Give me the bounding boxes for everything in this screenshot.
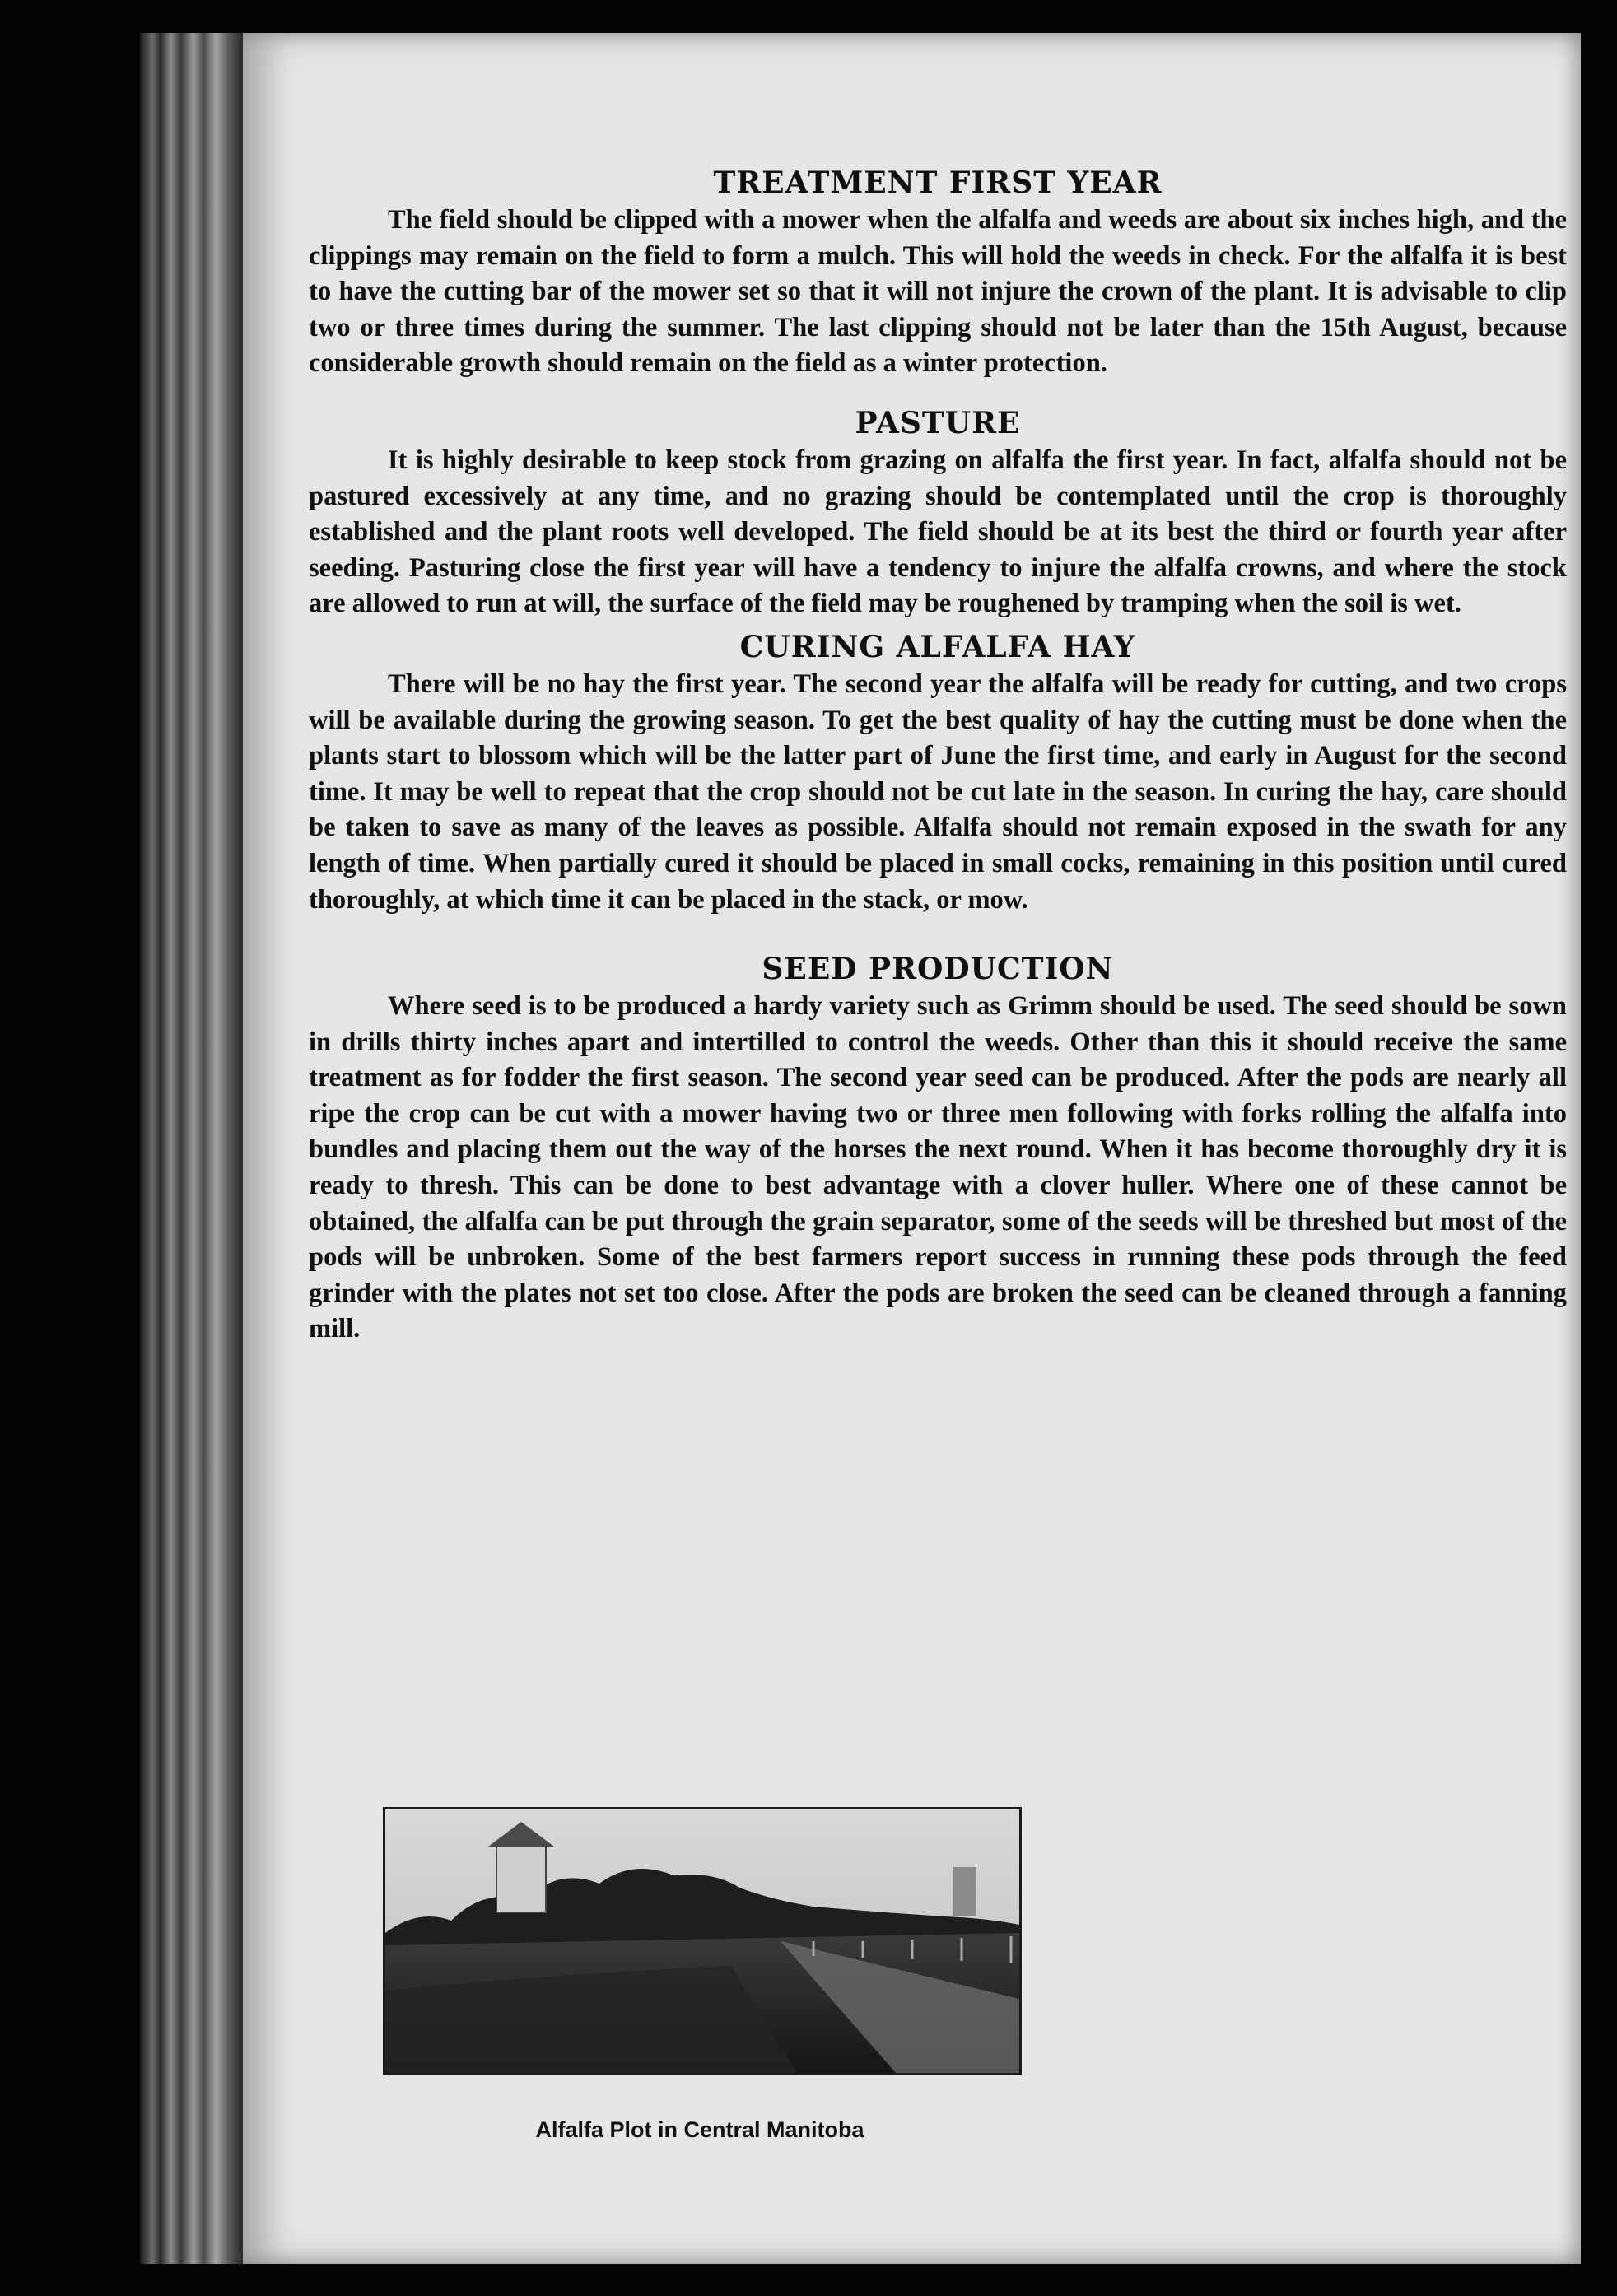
section-treatment-first-year [309,165,1567,382]
section-paragraph: There will be no hay the first year. The second year the alfalfa will be ready for cutting, and two crops will be available during the growing season. To get the best quality of hay the cutting must be done when the plants start to blossom which will be the latter part of June the first time, and early in August for the second time. It may be well to repeat that the crop should not be cut late in the season. In curing the hay, care should be taken to save as many of the leaves as possible. Alfalfa should not remain exposed in the swath for any length of time. When partially cured it should be placed in small cocks, remaining in this position until cured thoroughly, at which time it can be placed in the stack, or mow. [309,668,1567,915]
page-content [309,165,1567,1381]
section-paragraph: It is highly desirable to keep stock from grazing on alfalfa the first year. In fact, alfalfa should not be pastured excessively at any time, and no grazing should be contemplated until the crop is thoroughly established and the plant roots well developed. The field should be at its best the third or fourth year after seeding. Pasturing close the first year will have a tendency to injure the alfalfa crowns, and where the stock are allowed to run at will, the surface of the field may be roughened by tramping when the soil is wet. [309,445,1567,619]
section-paragraph: Where seed is to be produced a hardy variety such as Grimm should be used. The seed should be sown in drills thirty inches apart and intertilled to control the weeds. Other than this it should receive the same treatment as for fodder the first season. The second year seed can be produced. After the pods are nearly all ripe the crop can be cut with a mower having two or three men following with forks rolling the alfalfa into bundles and placing them out the way of the horses the next round. When it has become thoroughly dry it is ready to thresh. This can be done to best advantage with a clover huller. Where one of these cannot be obtained, the alfalfa can be put through the grain separator, some of the seeds will be threshed but most of the pods will be unbroken. Some of the best farmers report success in running these pods through the feed grinder with the plates not set too close. After the pods are broken the seed can be cleaned through a fanning mill. [309,991,1567,1344]
section-pasture [309,405,1567,622]
book-spine-edge [140,33,243,2264]
section-heading: SEED PRODUCTION [762,952,1114,987]
section-heading: TREATMENT FIRST YEAR [713,165,1163,200]
section-curing-alfalfa-hay [309,629,1567,918]
figure-caption: Alfalfa Plot in Central Manitoba [535,2117,864,2142]
section-heading: PASTURE [855,405,1021,440]
section-paragraph: The field should be clipped with a mower when the alfalfa and weeds are about six inches high, and the clippings may remain on the field to form a mulch. This will hold the weeds in check. For the alfalfa it is best to have the cutting bar of the mower set so that it will not injure the crown of the plant. It is advisable to clip two or three times during the summer. The last clipping should not be later than the 15th August, because considerable growth should remain on the field as a winter protection. [309,205,1567,379]
section-seed-production [309,951,1567,1348]
section-heading: CURING ALFALFA HAY [739,629,1136,664]
alfalfa-plot-photo [383,1807,1022,2075]
